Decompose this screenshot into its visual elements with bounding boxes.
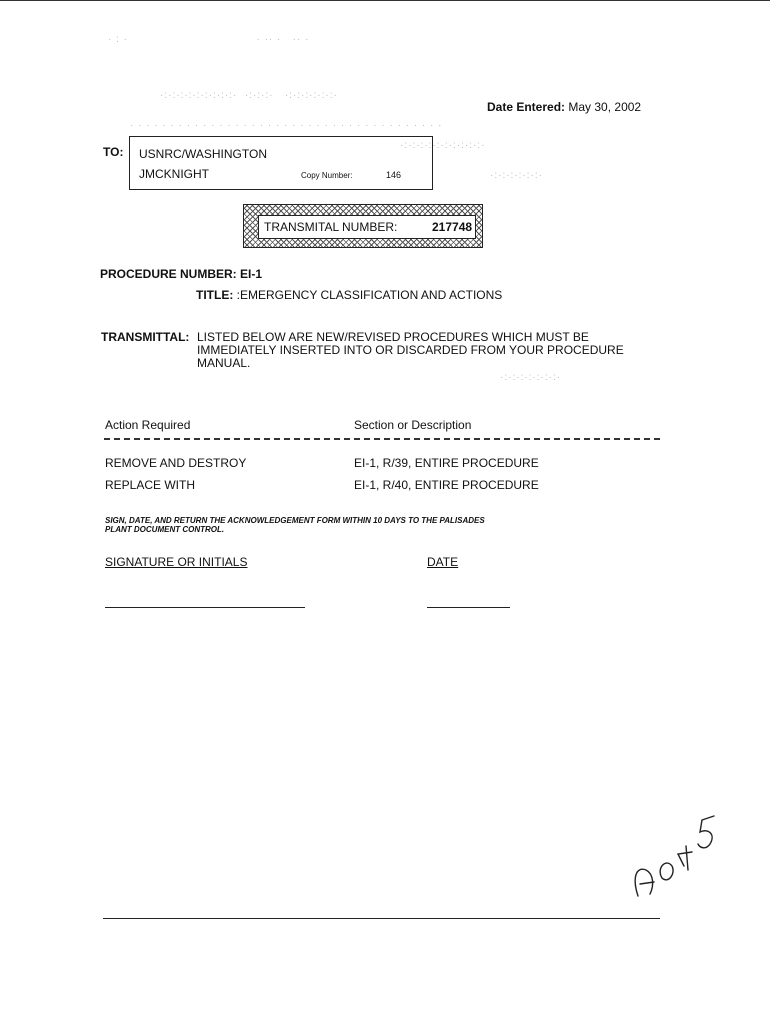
to-box bbox=[129, 136, 433, 190]
transmittal-note-line3: MANUAL. bbox=[197, 356, 251, 370]
recipient-name: USNRC/WASHINGTON bbox=[139, 147, 268, 161]
scan-noise: · : · · ·· · ·· · bbox=[108, 34, 310, 45]
column-header-action: Action Required bbox=[105, 418, 191, 432]
date-entered-value: May 30, 2002 bbox=[568, 100, 642, 114]
date-label: DATE bbox=[427, 555, 459, 569]
procedure-title-label: TITLE: bbox=[196, 288, 234, 302]
instructions-line1: SIGN, DATE, AND RETURN THE ACKNOWLEDGEMENT FORM WITHIN 10 DAYS TO THE PALISADES bbox=[105, 516, 485, 525]
table-row-description: EI-1, R/39, ENTIRE PROCEDURE bbox=[354, 456, 539, 470]
transmittal-note-line1: LISTED BELOW ARE NEW/REVISED PROCEDURES WHICH MUST BE bbox=[197, 330, 589, 344]
handwritten-mark bbox=[628, 808, 738, 908]
signature-line[interactable] bbox=[105, 607, 305, 608]
scan-noise: ·:·:·:·:·:·:· bbox=[490, 170, 543, 181]
procedure-number-label: PROCEDURE NUMBER: bbox=[100, 267, 237, 281]
procedure-title bbox=[196, 288, 502, 302]
procedure-number bbox=[100, 267, 262, 281]
transmittal-note-line2: IMMEDIATELY INSERTED INTO OR DISCARDED FROM YOUR PROCEDURE bbox=[197, 343, 624, 357]
signature-label: SIGNATURE OR INITIALS bbox=[105, 555, 248, 569]
to-label: TO: bbox=[103, 145, 124, 159]
date-entered-label: Date Entered: bbox=[487, 100, 566, 114]
scan-noise: ·:·:·:·:·:·:·:·:·:·:· bbox=[400, 140, 486, 151]
table-dashed-rule bbox=[104, 438, 660, 440]
scan-noise: · · · · · · · · · · · · · · · · · · · · · · · · · · · · · · · · · · · · · · · bbox=[130, 120, 443, 131]
table-row-action: REMOVE AND DESTROY bbox=[105, 456, 247, 470]
transmittal-number-box bbox=[243, 204, 483, 248]
instructions-line2: PLANT DOCUMENT CONTROL. bbox=[105, 525, 225, 534]
date-entered bbox=[487, 100, 641, 114]
recipient-person: JMCKNIGHT bbox=[139, 167, 209, 181]
table-row-action: REPLACE WITH bbox=[105, 478, 196, 492]
date-line[interactable] bbox=[427, 607, 510, 608]
procedure-number-value: EI-1 bbox=[240, 267, 263, 281]
transmittal-number-label: TRANSMITAL NUMBER: bbox=[264, 220, 398, 234]
transmittal-note-label: TRANSMITTAL: bbox=[101, 330, 190, 344]
column-header-description: Section or Description bbox=[354, 418, 472, 432]
transmittal-number-value: 217748 bbox=[432, 220, 473, 234]
scan-noise: ·:·:·:·:·:·:·:·:·:· ·:·:·:· ·:·:·:·:·:·:· bbox=[160, 90, 338, 101]
bottom-rule bbox=[103, 918, 660, 919]
scan-noise: ·:·:·:·:·:·:·:· bbox=[500, 372, 562, 383]
copy-number-label: Copy Number: bbox=[301, 171, 353, 180]
transmittal-number-inner bbox=[258, 215, 476, 239]
table-row-description: EI-1, R/40, ENTIRE PROCEDURE bbox=[354, 478, 539, 492]
procedure-title-value: :EMERGENCY CLASSIFICATION AND ACTIONS bbox=[236, 288, 503, 302]
top-rule bbox=[0, 0, 770, 1]
copy-number-value: 146 bbox=[386, 170, 402, 180]
